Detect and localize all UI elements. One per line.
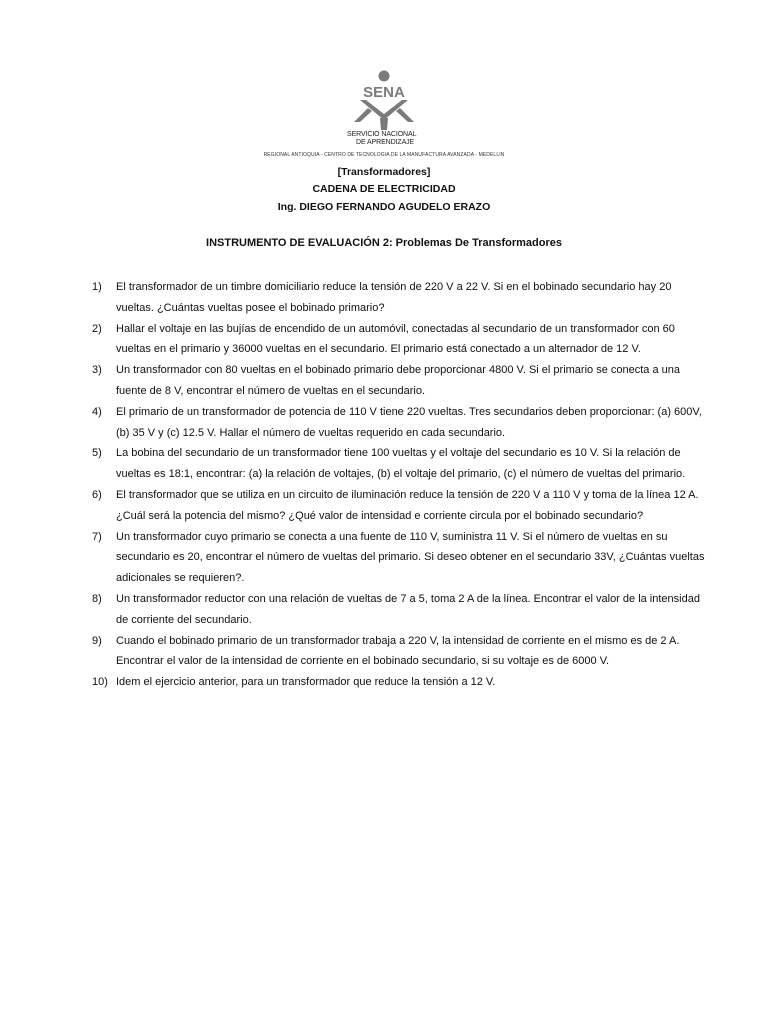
org-name	[347, 131, 416, 147]
problem-list	[92, 277, 712, 693]
problem-text: El transformador de un timbre domiciliario reduce la tensión de 220 V a 22 V. Si en el bobinado secundario hay 20 vueltas. ¿Cuántas vueltas posee el bobinado primario?	[116, 281, 672, 314]
problem-text: Un transformador con 80 vueltas en el bobinado primario debe proporcionar 4800 V. Si el primario se conecta a una fuente de 8 V, encontrar el número de vueltas en el secundario.	[116, 364, 680, 397]
problem-number: 6)	[92, 488, 102, 501]
problem-text: Idem el ejercicio anterior, para un transformador que reduce la tensión a 12 V.	[116, 676, 496, 689]
org-line-1: SERVICIO NACIONAL	[347, 131, 417, 138]
problem-number: 4)	[92, 405, 102, 418]
problem-number: 8)	[92, 592, 102, 605]
problem-number: 7)	[92, 530, 102, 543]
problem-text: Hallar el voltaje en las bujías de encendido de un automóvil, conectadas al secundario de un transformador con 60 vueltas en el primario y 36000 vueltas en el secundario. El primario está conectado a un alternador de 12 V.	[116, 322, 675, 356]
problem-item	[92, 485, 712, 527]
problem-number: 1)	[92, 281, 102, 293]
document-title: INSTRUMENTO DE EVALUACIÓN 2: Problemas De Transformadores	[206, 237, 562, 249]
problem-text: El transformador que se utiliza en un circuito de iluminación reduce la tensión de 220 V a 110 V y toma de la línea 12 A. ¿Cuál será la potencia del mismo? ¿Qué valor de intensidad e corriente circula por el bobinado secundario?	[116, 488, 699, 522]
problem-text: El primario de un transformador de potencia de 110 V tiene 220 vueltas. Tres secundarios deben proporcionar: (a) 600V, (b) 35 V y (c) 12.5 V. Hallar el número de vueltas requerido en cada secundario.	[116, 405, 702, 439]
problem-number: 10)	[92, 676, 108, 689]
course-heading: CADENA DE ELECTRICIDAD	[312, 183, 456, 195]
problem-item	[92, 402, 712, 444]
problem-item	[92, 631, 712, 673]
problem-item	[92, 319, 712, 361]
problem-number: 3)	[92, 364, 102, 377]
regional-line: REGIONAL ANTIOQUIA - CENTRO DE TECNOLOGIA DE LA MANUFACTURA AVANZADA - MEDELLIN	[263, 152, 505, 158]
problem-number: 5)	[92, 447, 102, 460]
problem-text: Cuando el bobinado primario de un transformador trabaja a 220 V, la intensidad de corriente en el mismo es de 2 A. Encontrar el valor de la intensidad de corriente en el bobinado secundario, si su voltaje es de 6000 V.	[116, 634, 680, 668]
logo-wordmark: SENA	[363, 84, 405, 101]
problem-item	[92, 443, 712, 485]
problem-number: 9)	[92, 634, 102, 647]
org-line-2: DE APRENDIZAJE	[356, 139, 415, 146]
problem-text: La bobina del secundario de un transformador tiene 100 vueltas y el voltaje del secundario es 10 V. Si la relación de vueltas es 18:1, encontrar: (a) la relación de voltajes, (b) el voltaje del primario, (c) el número de vueltas del primario.	[116, 447, 686, 481]
sena-logo-mark	[344, 70, 428, 132]
problem-item	[92, 589, 712, 631]
problem-number: 2)	[92, 322, 102, 335]
problem-text: Un transformador reductor con una relación de vueltas de 7 a 5, toma 2 A de la línea. Encontrar el valor de la intensidad de corriente del secundario.	[116, 592, 700, 626]
problem-item	[92, 360, 712, 402]
problem-item	[92, 672, 712, 693]
topic-heading: [Transformadores]	[337, 166, 431, 178]
problem-text: Un transformador cuyo primario se conecta a una fuente de 110 V, suministra 11 V. Si el número de vueltas en su secundario es 20, encontrar el número de vueltas del primario. Si deseo obtener en el secundario 33V, ¿Cuántas vueltas adicionales se requieren?.	[116, 530, 705, 585]
problem-item	[92, 277, 712, 319]
instructor-heading: Ing. DIEGO FERNANDO AGUDELO ERAZO	[277, 201, 491, 213]
problem-item	[92, 527, 712, 589]
